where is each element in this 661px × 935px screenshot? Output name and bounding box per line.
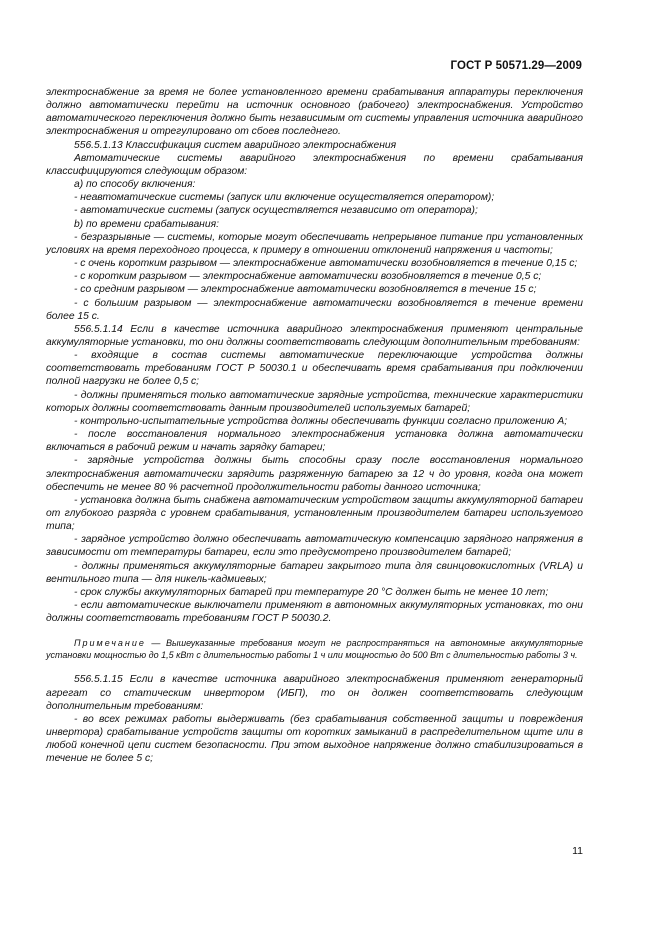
list-item: - должны применяться аккумуляторные батареи закрытого типа для свинцовокислотных (VRLA) и вентильного типа — для никель-кадмиевых; <box>46 560 583 585</box>
list-item: - зарядное устройство должно обеспечивать автоматическую компенсацию зарядного напряжения в зависимости от температуры батареи, если это предусмотрено производителем батарей; <box>46 534 583 559</box>
list-item: - безразрывные — системы, которые могут обеспечивать непрерывное питание при установленных условиях на время переходного процесса, к примеру в отношении отклонений напряжения и частоты; <box>46 231 583 256</box>
list-item: - контрольно-испытательные устройства должны обеспечивать функции согласно приложению А; <box>74 415 568 427</box>
list-item: - с очень коротким разрывом — электроснабжение автоматически возобновляется в течение 0,15 с; <box>74 258 578 270</box>
list-item: - во всех режимах работы выдерживать (без срабатывания собственной защиты и повреждения инвертора) срабатывание устройств защиты от коротких замыканий в распределительном щите или в любой конечной цепи систем безопасности. При этом выходное напряжение должно стабилизироваться в течение не более 5 с; <box>46 713 583 765</box>
list-item: - срок службы аккумуляторных батарей при температуре 20 °С должен быть не менее 10 лет; <box>74 586 549 598</box>
list-item: - входящие в состав системы автоматические переключающие устройства должны соответствовать требованиям ГОСТ Р 50030.1 и обеспечивать время срабатывания при подключении полной нагрузки не более 0,5 с; <box>46 350 583 388</box>
note-text: — Вышеуказанные требования могут не распространяться на автономные аккумуляторные установки мощностью до 1,5 кВт с длительностью работы 1 ч или мощностью до 500 Вт с длительностью работы 3 ч. <box>46 638 583 661</box>
paragraph: электроснабжение за время не более установленного времени срабатывания аппаратуры переключения должно автоматически перейти на источник основного (рабочего) электроснабжения. Устройство автоматического переключения должно быть независимым от системы управления источника аварийного электроснабжения и отрегулировано от сбоев последнего. <box>46 87 583 138</box>
list-item: - установка должна быть снабжена автоматическим устройством защиты аккумуляторной батареи от глубокого разряда с уровнем срабатывания, установленным производителем батареи используемого типа; <box>46 494 583 533</box>
note-label: Примечание <box>74 638 146 649</box>
document-body <box>46 86 583 766</box>
list-heading: b) по времени срабатывания: <box>74 218 219 230</box>
list-item: - с коротким разрывом — электроснабжение автоматически возобновляется в течение 0,5 с; <box>74 271 542 283</box>
list-item: - если автоматические выключатели применяют в автономных аккумуляторных установках, то они должны соответствовать требованиям ГОСТ Р 50030.2. <box>46 600 583 625</box>
list-item: - неавтоматические системы (запуск или включение осуществляется оператором); <box>74 192 495 204</box>
paragraph: 556.5.1.14 Если в качестве источника аварийного электроснабжения применяют центральные аккумуляторные установки, то они должны соответствовать следующим дополнительным требованиям: <box>46 323 583 348</box>
list-item: - с большим разрывом — электроснабжение автоматически возобновляется в течение времени более 15 с. <box>46 297 583 322</box>
list-item: - зарядные устройства должны быть способны сразу после восстановления нормального электроснабжения автоматически зарядить разряженную батарею за 12 ч до уровня, когда она может обеспечить не менее 80 % расчетной продолжительности работы данного источника; <box>46 455 583 493</box>
list-heading: а) по способу включения: <box>74 179 196 191</box>
paragraph: Автоматические системы аварийного электроснабжения по времени срабатывания классифицируются следующим образом: <box>46 152 583 177</box>
list-item: - после восстановления нормального электроснабжения установка должна автоматически включаться в рабочий режим и начать зарядку батареи; <box>46 429 583 454</box>
section-heading: 556.5.1.13 Классификация систем аварийного электроснабжения <box>74 139 397 151</box>
paragraph: 556.5.1.15 Если в качестве источника аварийного электроснабжения применяют генераторный агрегат со статическим инвертором (ИБП), то он должен соответствовать следующим дополнительным требованиям: <box>46 674 583 712</box>
document-header: ГОСТ Р 50571.29—2009 <box>450 60 582 72</box>
list-item: - со средним разрывом — электроснабжение автоматически возобновляется в течение 15 с; <box>74 284 537 296</box>
page-number: 11 <box>572 845 583 857</box>
note <box>46 637 583 661</box>
list-item: - автоматические системы (запуск осуществляется независимо от оператора); <box>74 205 478 217</box>
list-item: - должны применяться только автоматические зарядные устройства, технические характеристики которых должны соответствовать данным производителей используемых батарей; <box>46 389 583 414</box>
